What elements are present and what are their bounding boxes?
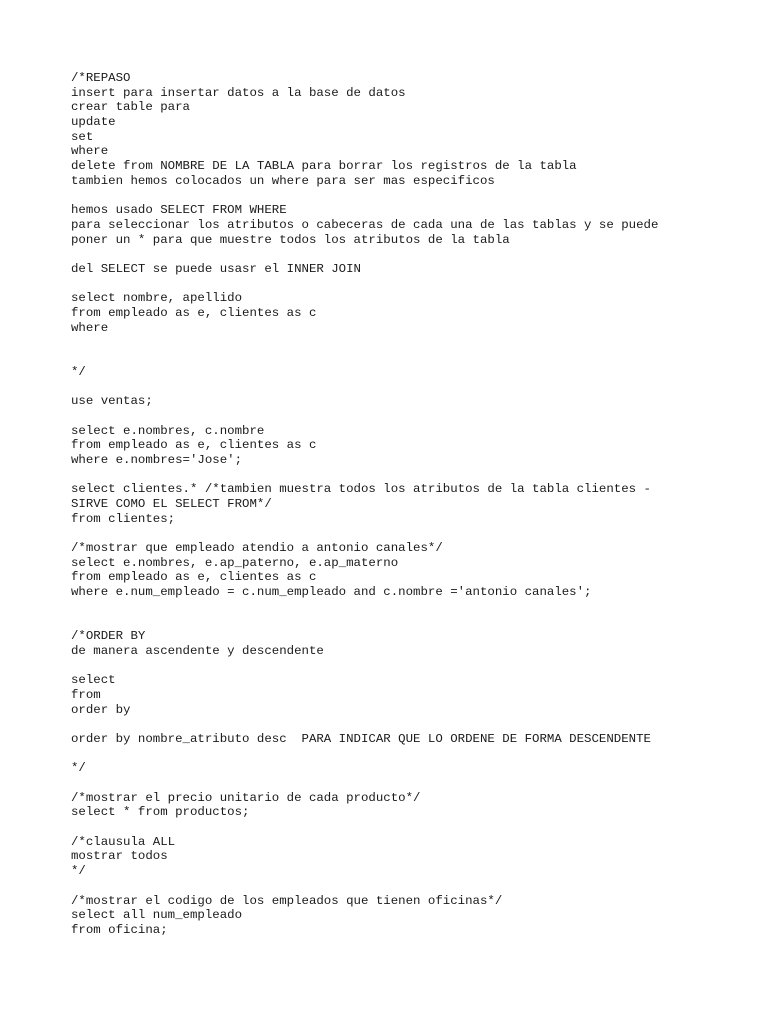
code-line: select * from productos; <box>71 805 250 820</box>
code-line: insert para insertar datos a la base de datos <box>71 85 406 100</box>
code-line <box>71 776 751 791</box>
code-line: /*mostrar el codigo de los empleados que tienen oficinas*/ <box>71 893 503 908</box>
code-line <box>71 659 751 674</box>
code-line: /*mostrar el precio unitario de cada producto*/ <box>71 790 421 805</box>
code-line: from oficina; <box>71 922 168 937</box>
code-line <box>71 350 751 365</box>
code-line: from empleado as e, clientes as c <box>71 438 317 453</box>
code-line: select all num_empleado <box>71 908 243 923</box>
code-line <box>71 247 751 262</box>
code-line: select e.nombres, e.ap_paterno, e.ap_materno <box>71 555 399 570</box>
code-line: from clientes; <box>71 511 176 526</box>
code-line: from empleado as e, clientes as c <box>71 306 317 320</box>
code-line <box>71 409 751 424</box>
code-line: use ventas; <box>71 394 153 409</box>
code-line: tambien hemos colocados un where para ser mas especificos <box>71 173 495 188</box>
code-line: */ <box>71 864 86 879</box>
sql-code-block <box>71 71 751 938</box>
code-line: select clientes.* /*tambien muestra todos los atributos de la tabla clientes - <box>71 482 651 497</box>
code-line: order by nombre_atributo desc PARA INDICAR QUE LO ORDENE DE FORMA DESCENDENTE <box>71 731 651 746</box>
code-line: mostrar todos <box>71 849 168 864</box>
code-line: update <box>71 115 116 130</box>
code-line: where <box>71 144 109 159</box>
code-line: del SELECT se puede usasr el INNER JOIN <box>71 261 361 276</box>
code-line: poner un * para que muestre todos los atributos de la tabla <box>71 232 510 247</box>
code-line: from empleado as e, clientes as c <box>71 570 317 585</box>
code-line: select nombre, apellido <box>71 291 243 306</box>
code-line <box>71 189 751 204</box>
code-line: /*REPASO <box>71 71 131 85</box>
code-line: hemos usado SELECT FROM WHERE <box>71 203 287 218</box>
code-line: where <box>71 320 109 335</box>
code-line: where e.num_empleado = c.num_empleado and c.nombre ='antonio canales'; <box>71 585 592 600</box>
code-line <box>71 717 751 732</box>
code-line: set <box>71 129 94 144</box>
code-line <box>71 879 751 894</box>
code-line: */ <box>71 364 86 379</box>
code-line <box>71 747 751 762</box>
code-line <box>71 468 751 483</box>
code-line: /*clausula ALL <box>71 834 176 849</box>
code-line <box>71 277 751 292</box>
code-line <box>71 600 751 615</box>
code-line: where e.nombres='Jose'; <box>71 452 243 467</box>
code-line <box>71 379 751 394</box>
code-line: delete from NOMBRE DE LA TABLA para borrar los registros de la tabla <box>71 159 577 174</box>
code-line <box>71 335 751 350</box>
code-line <box>71 820 751 835</box>
code-line: from <box>71 687 101 702</box>
code-line: crear table para <box>71 100 190 115</box>
code-line: /*mostrar que empleado atendio a antonio canales*/ <box>71 541 443 555</box>
code-line: de manera ascendente y descendente <box>71 643 324 658</box>
code-line <box>71 614 751 629</box>
code-line: para seleccionar los atributos o cabeceras de cada una de las tablas y se puede <box>71 217 659 232</box>
code-line: select <box>71 673 116 688</box>
code-line: */ <box>71 761 86 776</box>
code-line <box>71 526 751 541</box>
code-line: select e.nombres, c.nombre <box>71 423 265 438</box>
code-line: SIRVE COMO EL SELECT FROM*/ <box>71 496 272 511</box>
code-line: order by <box>71 702 131 717</box>
code-line: /*ORDER BY <box>71 629 146 644</box>
